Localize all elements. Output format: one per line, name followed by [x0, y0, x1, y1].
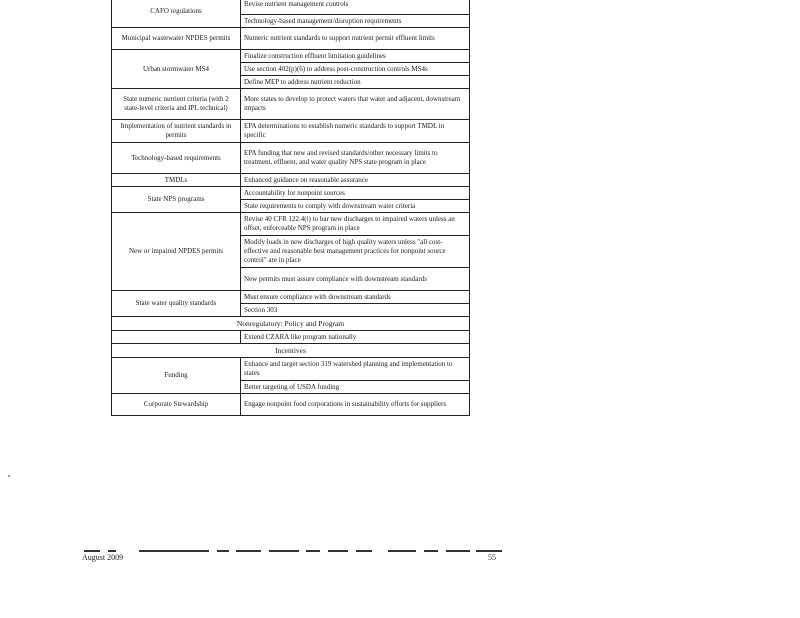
- scan-speck: [8, 475, 10, 477]
- nutrient-policy-table: [111, 0, 470, 416]
- row-label: CAFO regulations: [112, 0, 241, 28]
- row-item: EPA funding that new and revised standards/other necessary limits to treatment, effluent, and water quality NPS state program in place: [241, 143, 470, 174]
- section-heading: Nonregulatory: Policy and Program: [112, 317, 470, 331]
- row-label: New or impaired NPDES permits: [112, 213, 241, 291]
- row-label: Urban stormwater MS4: [112, 50, 241, 89]
- row-label: Municipal wastewater NPDES permits: [112, 28, 241, 50]
- row-label: Implementation of nutrient standards in permits: [112, 120, 241, 143]
- row-item: Enhance and target section 319 watershed planning and implementation to states: [241, 358, 470, 381]
- table-row: [112, 213, 470, 236]
- table-row: [112, 50, 470, 63]
- row-item: Revise 40 CFR 122.4(i) to bar new discharges to impaired waters unless an offset, enforceable NPS program in place: [241, 213, 470, 236]
- table-row: [112, 331, 470, 344]
- row-label: TMDLs: [112, 174, 241, 187]
- row-item: EPA determinations to establish numeric standards to support TMDL in specific: [241, 120, 470, 143]
- row-item: Numeric nutrient standards to support nutrient permit effluent limits: [241, 28, 470, 50]
- footer-rule: [84, 550, 502, 554]
- section-row: [112, 344, 470, 358]
- row-item: Accountability for nonpoint sources: [241, 187, 470, 200]
- table-row: [112, 28, 470, 50]
- footer-date: August 2009: [82, 553, 124, 562]
- row-label: State water quality standards: [112, 291, 241, 317]
- row-item: Revise nutrient management controls: [241, 0, 470, 15]
- table-row: [112, 0, 470, 15]
- row-item: Technology-based management/disruption requirements: [241, 15, 470, 28]
- row-item: Engage nonpoint food corporations in sustainability efforts for suppliers: [241, 394, 470, 416]
- row-item: Section 303: [241, 304, 470, 317]
- row-item: State requirements to comply with downstream water criteria: [241, 200, 470, 213]
- table-row: [112, 174, 470, 187]
- section-row: [112, 317, 470, 331]
- row-item: Better targeting of USDA funding: [241, 381, 470, 394]
- row-label: State numeric nutrient criteria (with 2 state-level criteria and IPL technical): [112, 89, 241, 120]
- row-label: Technology-based requirements: [112, 143, 241, 174]
- row-item: Use section 402(p)(6) to address post-construction controls MS4s: [241, 63, 470, 76]
- row-item: Modify loads in new discharges of high quality waters unless "all cost-effective and reasonable best management practices for nonpoint source control" are in place: [241, 236, 470, 268]
- table-row: [112, 187, 470, 200]
- table-row: [112, 358, 470, 381]
- row-item: Define MEP to address nutrient reduction: [241, 76, 470, 89]
- row-item: New permits must assure compliance with downstream standards: [241, 268, 470, 291]
- row-label: Corporate Stewardship: [112, 394, 241, 416]
- table-row: [112, 120, 470, 143]
- table-row: [112, 291, 470, 304]
- row-item: Must ensure compliance with downstream standards: [241, 291, 470, 304]
- row-item: Extend CZARA like program nationally: [241, 331, 470, 344]
- section-heading: Incentives: [112, 344, 470, 358]
- row-item: Enhanced guidance on reasonable assurance: [241, 174, 470, 187]
- row-item: More states to develop to protect waters that water and adjacent, downstream impacts: [241, 89, 470, 120]
- row-item: Finalize construction effluent limitation guidelines: [241, 50, 470, 63]
- table-row: [112, 89, 470, 120]
- page-number: 55: [488, 553, 496, 562]
- row-label-empty: [112, 331, 241, 344]
- table-row: [112, 143, 470, 174]
- row-label: Funding: [112, 358, 241, 394]
- row-label: State NPS programs: [112, 187, 241, 213]
- table-row: [112, 394, 470, 416]
